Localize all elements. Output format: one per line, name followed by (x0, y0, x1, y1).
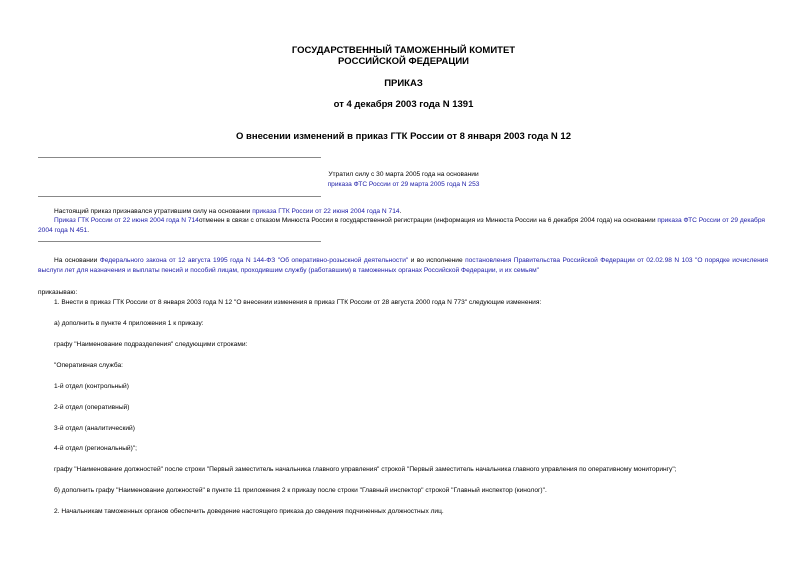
operational-service: "Оперативная служба: (54, 362, 123, 369)
department-4: 4-й отдел (региональный)"; (54, 445, 137, 452)
status-note-link-line (0, 180, 807, 189)
item-2: 2. Начальникам таможенных органов обеспечить доведение настоящего приказа до сведения подчиненных должностных лиц. (54, 508, 444, 515)
divider (38, 157, 321, 158)
cancellation-basis-link[interactable]: приказа ФТС России от 29 декабря 2004 года N 451 (38, 217, 765, 234)
revocation-text: Настоящий приказ признавался утратившим силу на основании (54, 208, 253, 215)
cancellation-link[interactable]: Приказ ГТК России от 22 июня 2004 года N 714 (54, 217, 199, 224)
item-1: 1. Внести в приказ ГТК России от 8 января 2003 года N 12 "О внесении изменения в приказ ГТК России от 28 августа 2000 года N 773" следующие изменения: (54, 299, 542, 306)
government-resolution-link[interactable]: постановления Правительства Российской Федерации от 02.02.98 N 103 "О порядке исчисления выслуги лет для назначения и выплаты пенсий и пособий лицам, проходившим службу (работавшим) в таможенных органах Российской Федерации, и их семьям" (38, 257, 768, 274)
document-type: ПРИКАЗ (384, 78, 423, 89)
document-date-number: от 4 декабря 2003 года N 1391 (333, 99, 474, 110)
divider (38, 196, 321, 197)
item-b: б) дополнить графу "Наименование должностей" в пункте 11 приложения 2 к приказу после строки "Главный инспектор" строкой "Главный инспектор (кинолог)". (54, 487, 547, 494)
basis-paragraph (38, 256, 768, 276)
department-2: 2-й отдел (оперативный) (54, 404, 130, 411)
document-title: О внесении изменений в приказ ГТК России от 8 января 2003 года N 12 (236, 131, 571, 142)
basis-text-2: и во исполнение (408, 257, 466, 264)
agency-name-line1: ГОСУДАРСТВЕННЫЙ ТАМОЖЕННЫЙ КОМИТЕТ (291, 45, 516, 56)
basis-text: На основании (54, 257, 100, 264)
revocation-note-paragraph (54, 207, 401, 216)
status-note-link[interactable]: приказа ФТС России от 29 марта 2005 года N 253 (327, 181, 480, 188)
cancellation-text: отменен в связи с отказом Минюста России в государственной регистрации (информация из Минюста России на 6 декабря 2004 года) на основании (198, 217, 658, 224)
department-3: 3-й отдел (аналитический) (54, 425, 135, 432)
item-a: а) дополнить в пункте 4 приложения 1 к приказу: (54, 320, 204, 327)
graph-units: графу "Наименование подразделения" следующими строками: (54, 341, 248, 348)
cancellation-end: . (87, 227, 90, 234)
status-note-text: Утратил силу с 30 марта 2005 года на основании (328, 171, 479, 178)
graph-positions: графу "Наименование должностей" после строки "Первый заместитель начальника главного управления" строкой "Первый заместитель начальника главного управления по оперативному мониторингу"; (54, 466, 677, 473)
agency-name-line2: РОССИЙСКОЙ ФЕДЕРАЦИИ (337, 56, 469, 67)
federal-law-link[interactable]: Федерального закона от 12 августа 1995 года N 144-ФЗ "Об оперативно-розыскной деятельности" (99, 257, 409, 264)
divider (38, 241, 321, 242)
order-word: приказываю: (38, 289, 78, 296)
department-1: 1-й отдел (контрольный) (54, 383, 129, 390)
cancellation-note-paragraph (38, 216, 768, 236)
revocation-link[interactable]: приказа ГТК России от 22 июня 2004 года N 714 (252, 208, 400, 215)
revocation-end: . (399, 208, 402, 215)
